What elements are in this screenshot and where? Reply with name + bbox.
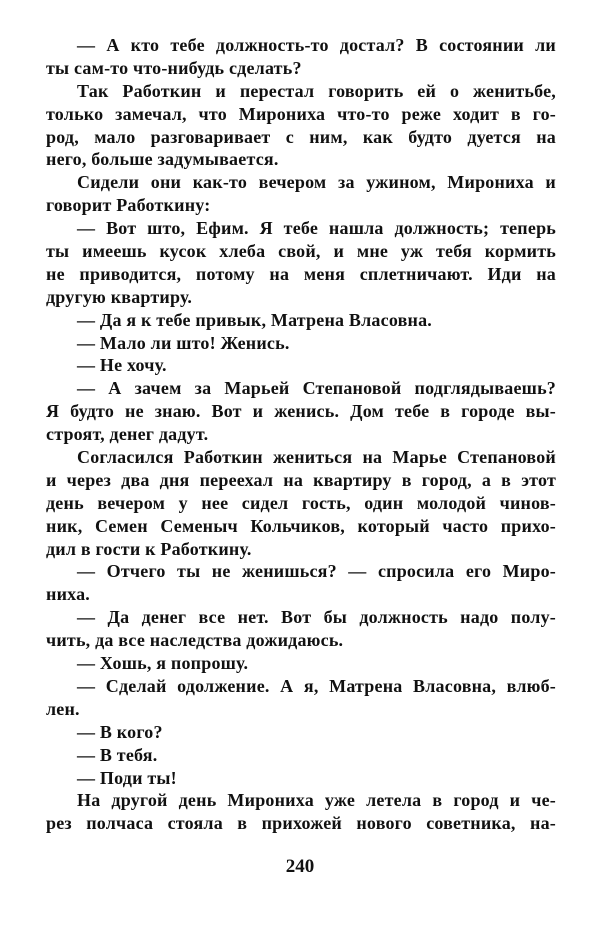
text-line: не приводится, потому на меня сплетничают. Иди на: [46, 263, 556, 284]
text-line: — Поди ты!: [77, 767, 177, 788]
text-line: — Сделай одолжение. А я, Матрена Власовна, влюб-: [77, 675, 556, 696]
text-line: день вечером у нее сидел гость, один молодой чинов-: [46, 492, 556, 513]
text-line: — Отчего ты не женишься? — спросила его Миро-: [77, 561, 556, 582]
text-line: — В кого?: [77, 721, 163, 742]
text-line: ниха.: [46, 584, 91, 605]
text-line: — В тебя.: [77, 744, 158, 765]
text-line: Так Работкин и перестал говорить ей о женитьбе,: [77, 80, 556, 101]
text-line: ты сам-то что-нибудь сделать?: [46, 57, 302, 78]
text-line: Согласился Работкин жениться на Марье Степановой: [77, 447, 556, 468]
text-line: лен.: [46, 698, 80, 719]
text-line: — Хошь, я попрошу.: [77, 653, 249, 674]
text-line: рез полчаса стояла в прихожей нового советника, на-: [46, 813, 556, 834]
page-number: 240: [285, 856, 315, 877]
text-line: — Не хочу.: [77, 355, 167, 376]
text-line: другую квартиру.: [46, 286, 193, 307]
text-line: род, мало разговаривает с ним, как будто дуется на: [46, 126, 556, 147]
text-line: — Мало ли што! Женись.: [77, 332, 290, 353]
text-line: говорит Работкину:: [46, 195, 211, 216]
text-line: — Да денег все нет. Вот бы должность надо полу-: [77, 607, 556, 628]
text-line: — А зачем за Марьей Степановой подглядываешь?: [77, 378, 556, 399]
text-line: ник, Семен Семеныч Кольчиков, который часто прихо-: [46, 515, 556, 536]
text-line: чить, да все наследства дожидаюсь.: [46, 630, 344, 651]
text-line: Сидели они как-то вечером за ужином, Мирониха и: [77, 172, 556, 193]
text-line: — А кто тебе должность-то достал? В состоянии ли: [77, 35, 556, 55]
text-line: — Вот што, Ефим. Я тебе нашла должность; теперь: [77, 218, 556, 239]
page-body-text: [46, 34, 556, 835]
text-line: и через два дня переехал на квартиру в город, а в этот: [46, 469, 556, 490]
text-line: ты имеешь кусок хлеба свой, и мне уж тебя кормить: [46, 241, 556, 262]
text-line: — Да я к тебе привык, Матрена Власовна.: [77, 309, 432, 330]
text-line: дил в гости к Работкину.: [46, 538, 252, 559]
text-line: только замечал, что Мирониха что-то реже ходит в го-: [46, 103, 556, 124]
text-line: Я будто не знаю. Вот и женись. Дом тебе в городе вы-: [46, 401, 556, 422]
text-line: На другой день Мирониха уже летела в город и че-: [77, 790, 556, 811]
text-line: него, больше задумывается.: [46, 149, 279, 170]
text-line: строят, денег дадут.: [46, 424, 209, 445]
